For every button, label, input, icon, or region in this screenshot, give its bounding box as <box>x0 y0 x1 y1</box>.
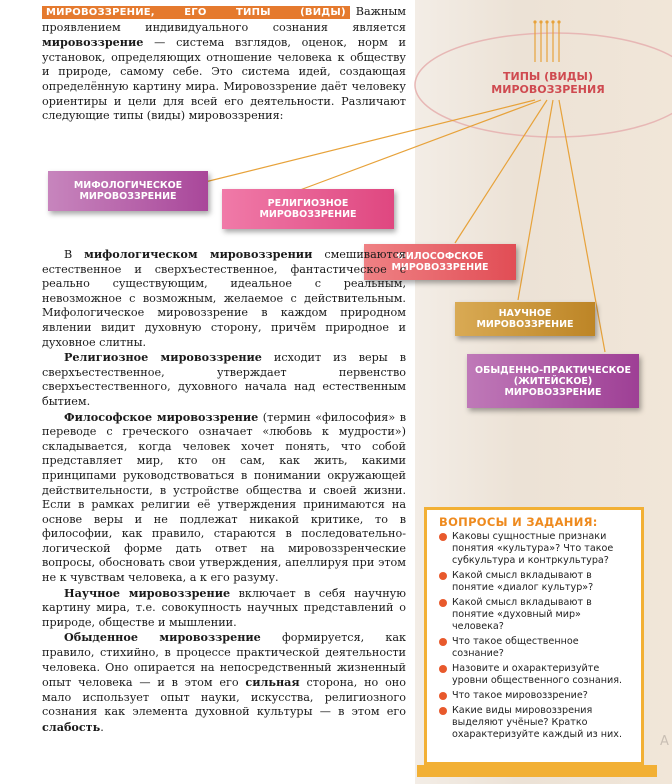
question-item: Назовите и охарактеризуйте уровни общественного сознания. <box>439 663 633 687</box>
paragraph-religious: Религиозное мировоззрение исходит из веры в сверхъестественное, утверждает первенство сверхъестественного, духовного начала над естественным бытием. <box>42 350 406 408</box>
page-mark: A <box>660 734 669 749</box>
question-item: Что такое мировоззрение? <box>439 690 633 702</box>
paragraph-philosophical: Философское мировоззрение (термин «философия» в переводе с греческого означает «любовь к мудрости») складывается, когда человек хочет понять, что собой представляет мир, кто он сам, как жить, какими принципами руководствоваться в понимании окружающей действительности, в устройстве общества и своей жизни. Если в рамках религии её утверждения принимаются на основе веры и не подлежат никакой критике, то в философии, как правило, стараются в последовательно-логической форме дать ответ на мировоззренческие вопросы, обосновать свои утверждения, апеллируя при этом не к чувствам человека, а к его разуму. <box>42 409 406 585</box>
intro-term: мировоззрение <box>42 35 144 50</box>
question-item: Какие виды мировоззрения выделяют учёные? Кратко охарактеризуйте каждый из них. <box>439 705 633 741</box>
questions-bottom-bar <box>417 765 657 777</box>
diagram-title: ТИПЫ (ВИДЫ) МИРОВОЗЗРЕНИЯ <box>491 70 605 96</box>
question-item: Каковы сущностные признаки понятия «культура»? Что такое субкультура и контркультура? <box>439 531 633 567</box>
bullet-icon <box>439 638 447 646</box>
paragraph-scientific: Научное мировоззрение включает в себя научную картину мира, т.е. совокупность научных представлений о природе, обществе и мышлении. <box>42 585 406 629</box>
questions-box <box>424 507 644 765</box>
bullet-icon <box>439 707 447 715</box>
bullet-icon <box>439 599 447 607</box>
intro-text-1: Важным проявлением индивидуального сознания является <box>42 5 406 34</box>
type-box-everyday: ОБЫДЕННО-ПРАКТИЧЕСКОЕ (ЖИТЕЙСКОЕ) МИРОВОЗЗРЕНИЕ <box>467 354 639 408</box>
section-heading: МИРОВОЗЗРЕНИЕ, ЕГО ТИПЫ (ВИДЫ) <box>42 6 350 19</box>
type-box-philosophical: ФИЛОСОФСКОЕ МИРОВОЗЗРЕНИЕ <box>364 244 516 280</box>
type-box-scientific: НАУЧНОЕ МИРОВОЗЗРЕНИЕ <box>455 302 595 336</box>
bullet-icon <box>439 572 447 580</box>
question-item: Какой смысл вкладывают в понятие «духовный мир» человека? <box>439 597 633 633</box>
paragraph-mythological: В мифологическом мировоззрении смешиваются естественное и сверхъестественное, фантастическое с реально существующим, идеальное с реальным, невозможное с возможным, желаемое с действительным. Мифологическое мировоззрение в каждом природном явлении видит духовную сторону, причём природное и духовное слитны. <box>42 247 406 349</box>
question-item: Какой смысл вкладывают в понятие «диалог культур»? <box>439 570 633 594</box>
question-item: Что такое общественное сознание? <box>439 636 633 660</box>
questions-title: ВОПРОСЫ И ЗАДАНИЯ: <box>439 515 598 529</box>
bullet-icon <box>439 665 447 673</box>
intro-text-2: — система взглядов, оценок, норм и установок, определяющих отношение человека к обществу и природе, самому себе. Это система идей, создающая определённую картину мира. Мировоззрение даёт человеку ориентиры и цели для всей его деятельности. Различают следующие типы (виды) мировоззрения: <box>42 36 406 123</box>
type-box-mythological: МИФОЛОГИЧЕСКОЕ МИРОВОЗЗРЕНИЕ <box>48 171 208 211</box>
body-paragraphs <box>42 247 406 736</box>
bullet-icon <box>439 692 447 700</box>
type-box-religious: РЕЛИГИОЗНОЕ МИРОВОЗЗРЕНИЕ <box>222 189 394 229</box>
intro-paragraph <box>42 5 406 124</box>
paragraph-ordinary: Обыденное мировоззрение формируется, как правило, стихийно, в процессе практической деятельности человека. Оно опирается на непосредственный жизненный опыт человека — и в этом его сильная сторона, но оно мало использует опыт науки, искусства, религиозного сознания как элемента духовной культуры — в этом его слабость. <box>42 630 407 734</box>
bullet-icon <box>439 533 447 541</box>
